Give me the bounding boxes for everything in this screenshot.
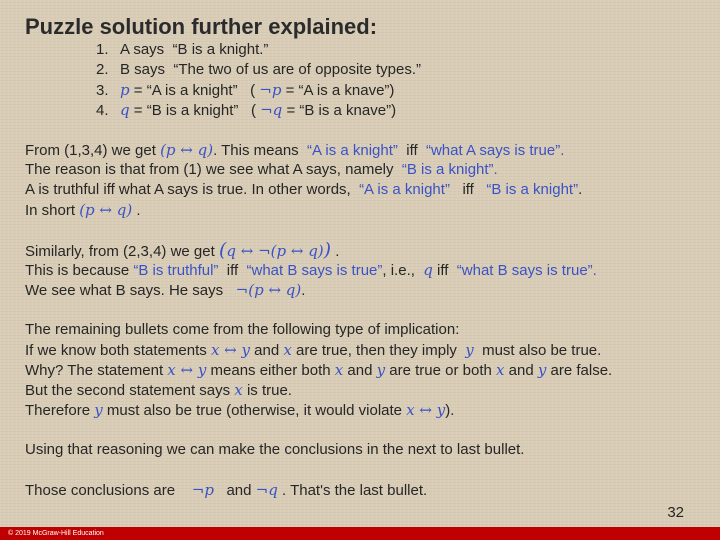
text: In short <box>25 202 76 219</box>
text: iff <box>462 181 474 198</box>
item-text: = “A is a knave”) <box>285 82 395 99</box>
text: are true or both <box>389 362 492 379</box>
item-number: 1. <box>96 41 109 58</box>
text: . That's the last bullet. <box>282 482 428 499</box>
text: A is truthful iff what A says is true. In other words, <box>25 181 351 198</box>
math-y: y <box>537 361 547 379</box>
text: and <box>226 482 252 499</box>
quote-a-knight: “A is a knight” <box>307 142 398 159</box>
text: and <box>254 342 280 359</box>
math-x: x <box>496 361 505 379</box>
item-text: = “B is a knight” <box>133 102 239 119</box>
text: means either both <box>210 362 331 379</box>
numbered-item-1 <box>96 41 268 59</box>
quote-b-knight: “B is a knight”. <box>401 161 498 178</box>
text: and <box>347 362 373 379</box>
paren-open: ( <box>218 239 227 261</box>
math-not-q: ¬q <box>255 481 278 499</box>
math-not-p-iff-q: ¬(p ↔ q) <box>235 281 302 299</box>
text: Therefore <box>25 402 91 419</box>
quote-b-knight: “B is a knight” <box>486 181 579 198</box>
math-x: x <box>334 361 344 379</box>
para1-line1 <box>25 141 564 160</box>
text: are true, then they imply <box>296 342 457 359</box>
math-not-p: ¬p <box>191 481 214 499</box>
copyright-text: © 2019 McGraw-Hill Education <box>8 530 104 537</box>
para1-line2 <box>25 161 498 179</box>
text: . <box>335 243 340 260</box>
math-x-iff-y: x ↔ y <box>406 401 446 419</box>
text: iff <box>226 262 239 279</box>
footer-bar <box>0 527 720 540</box>
item-text: B says <box>120 61 166 78</box>
text: , i.e., <box>382 262 415 279</box>
text: must also be true. <box>482 342 602 359</box>
text: is true. <box>246 382 292 399</box>
math-q: q <box>423 261 433 279</box>
text: iff <box>437 262 449 279</box>
math-q: q <box>120 101 130 119</box>
text: The reason is that from (1) we see what A says, namely <box>25 161 394 178</box>
text: must also be true (otherwise, it would violate <box>106 402 403 419</box>
math-p: p <box>120 81 130 99</box>
text: and <box>508 362 534 379</box>
para1-line4 <box>25 201 141 220</box>
text: ). <box>445 402 455 419</box>
item-number: 3. <box>96 82 109 99</box>
para3-line3 <box>25 361 612 380</box>
math-not-p: ¬p <box>259 81 282 99</box>
math-x: x <box>234 381 243 399</box>
text: . This means <box>213 142 299 159</box>
item-number: 2. <box>96 61 109 78</box>
para2-line2 <box>25 261 597 280</box>
para3-line2 <box>25 341 601 360</box>
math-not-q: ¬q <box>260 101 283 119</box>
math-p-iff-q: (p ↔ q) <box>79 201 133 219</box>
slide-title: Puzzle solution further explained: <box>25 14 378 39</box>
text: From (1,3,4) we get <box>25 142 156 159</box>
quote-b-truthful: “B is truthful” <box>133 262 219 279</box>
math-y: y <box>94 401 103 419</box>
para2-line1 <box>25 241 339 261</box>
page-number: 32 <box>667 504 684 521</box>
text: But the second statement says <box>25 382 231 399</box>
text: We see what B says. He says <box>25 282 224 299</box>
numbered-item-4 <box>96 101 396 120</box>
quote-a-knight: “A is a knight” <box>359 181 450 198</box>
paren-close: ) <box>323 239 332 261</box>
numbered-item-3 <box>96 81 394 100</box>
para5 <box>25 481 427 500</box>
item-text: A says <box>120 41 165 58</box>
item-quote: “B is a knight.” <box>172 41 269 58</box>
text: Similarly, from (2,3,4) we get <box>25 243 215 260</box>
numbered-item-2 <box>96 61 421 79</box>
text: Using that reasoning we can make the conclusions in the next to last bullet. <box>25 441 525 458</box>
text: iff <box>406 142 418 159</box>
math-p-iff-q: (p ↔ q) <box>160 141 214 159</box>
text: . <box>578 181 583 198</box>
text: . <box>301 282 306 299</box>
para3-line4 <box>25 381 292 400</box>
text: are false. <box>550 362 613 379</box>
quote-b-says-true: “what B says is true” <box>246 262 383 279</box>
para2-line3 <box>25 281 305 300</box>
math-y: y <box>376 361 386 379</box>
para4 <box>25 441 524 459</box>
text: Why? The statement <box>25 362 164 379</box>
para1-line3 <box>25 181 582 199</box>
para3-line1 <box>25 321 459 339</box>
quote-a-says-true: “what A says is true”. <box>425 142 565 159</box>
math-x-iff-y: x ↔ y <box>167 361 207 379</box>
text: If we know both statements <box>25 342 207 359</box>
quote-b-says-true: “what B says is true”. <box>456 262 597 279</box>
text: Those conclusions are <box>25 482 176 499</box>
paren-open: ( <box>250 102 256 119</box>
math-q-iff-not-p-iff-q: q ↔ ¬(p ↔ q) <box>226 242 324 260</box>
paren-open: ( <box>250 82 256 99</box>
text: . <box>136 202 141 219</box>
math-x: x <box>283 341 292 359</box>
text: The remaining bullets come from the following type of implication: <box>25 321 460 338</box>
text: This is because <box>25 262 130 279</box>
item-text: = “A is a knight” <box>133 82 238 99</box>
math-y: y <box>465 341 474 359</box>
para3-line5 <box>25 401 454 420</box>
math-x-iff-y: x ↔ y <box>210 341 250 359</box>
item-number: 4. <box>96 102 109 119</box>
item-quote: “The two of us are of opposite types.” <box>173 61 421 78</box>
item-text: = “B is a knave”) <box>286 102 397 119</box>
